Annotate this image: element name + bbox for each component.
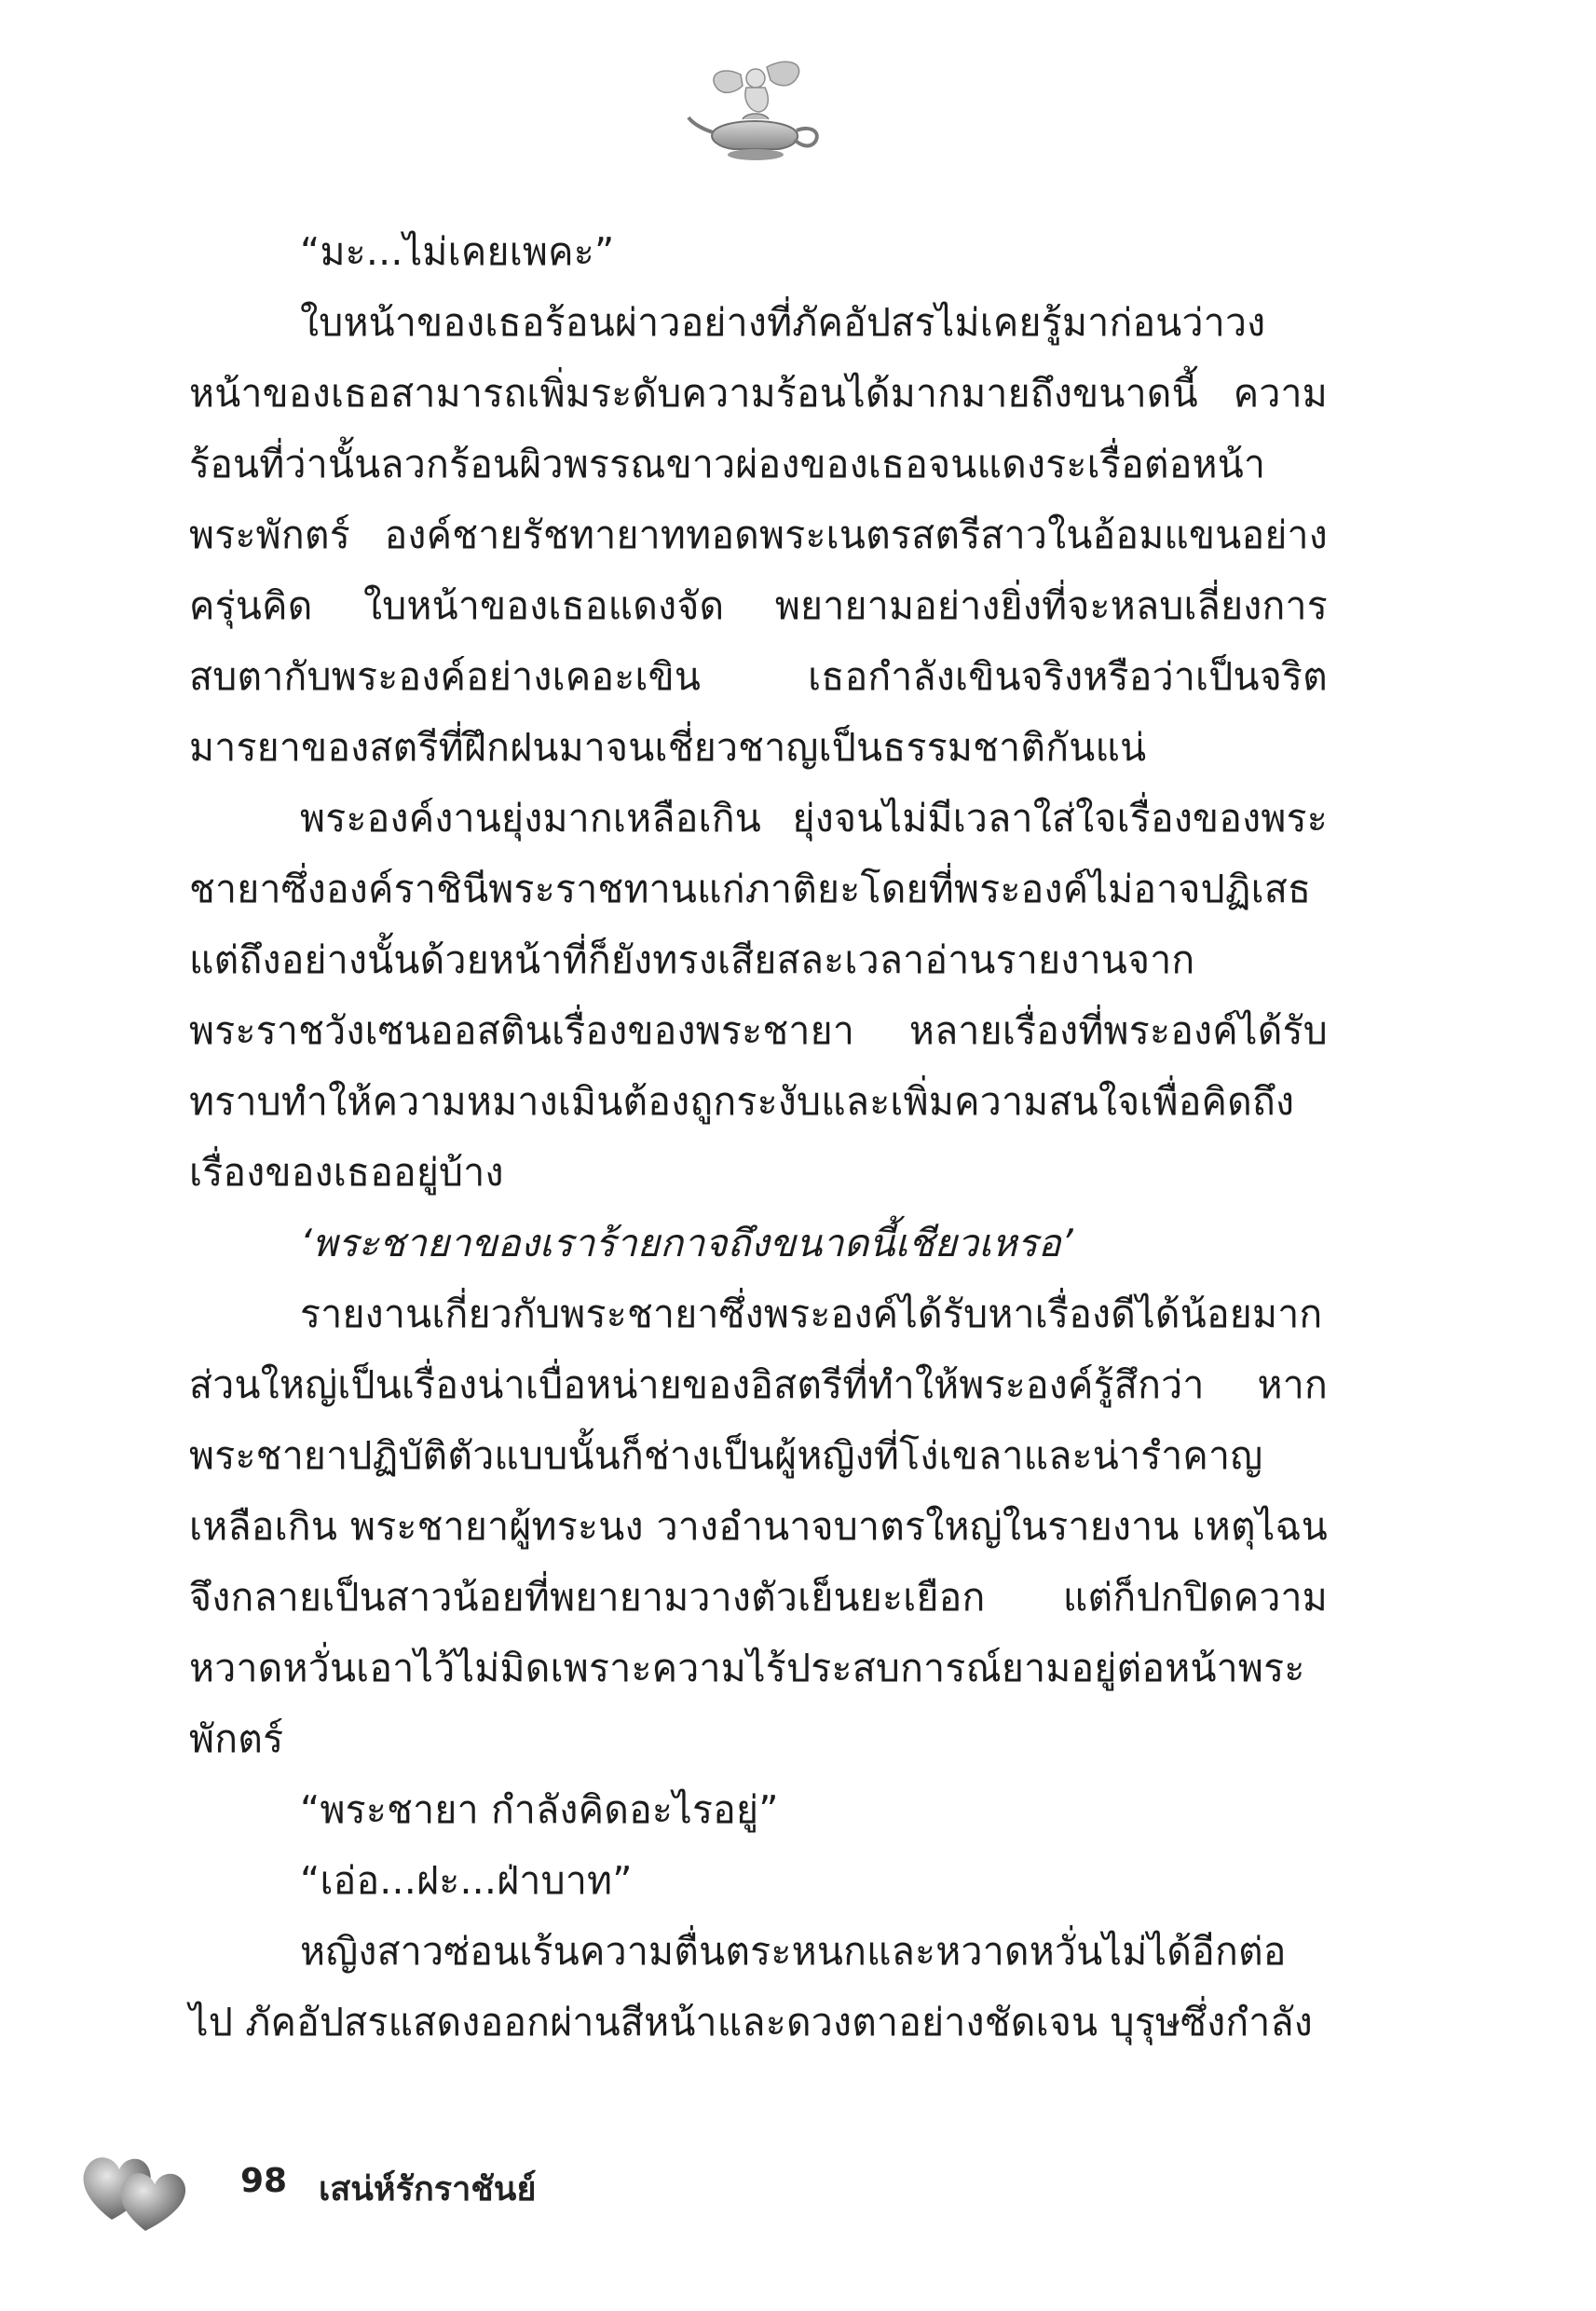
- paragraph-2: ใบหน้าของเธอร้อนผ่าวอย่างที่ภัคอัปสรไม่เคยรู้มาก่อนว่าวงหน้าของเธอสามารถเพิ่มระดับความร้อนได้มากมายถึงขนาดนี้ ความร้อนที่ว่านั้นลวกร้อนผิวพรรณขาวผ่องของเธอจนแดงระเรื่อต่อหน้าพระพักตร์ องค์ชายรัชทายาททอดพระเนตรสตรีสาวในอ้อมแขนอย่างครุ่นคิด ใบหน้าของเธอแดงจัด พยายามอย่างยิ่งที่จะหลบเลี่ยงการสบตากับพระองค์อย่างเคอะเขิน เธอกำลังเขินจริงหรือว่าเป็นจริตมารยาของสตรีที่ฝึกฝนมาจนเชี่ยวชาญเป็นธรรมชาติกันแน่: [189, 300, 1328, 770]
- paragraph-7: “เอ่อ...ฝะ...ฝ่าบาท”: [300, 1858, 633, 1903]
- paragraph-6: “พระชายา กำลังคิดอะไรอยู่”: [300, 1787, 779, 1832]
- paragraph-4: ‘พระชายาของเราร้ายกาจถึงขนาดนี้เชียวเหรอ’: [300, 1221, 1074, 1265]
- book-title: เสน่ห์รักราชันย์: [319, 2170, 537, 2208]
- cupid-lamp-icon: [685, 58, 825, 171]
- page-footer: [75, 2134, 727, 2236]
- paragraph-8: หญิงสาวซ่อนเร้นความตื่นตระหนกและหวาดหวั่นไม่ได้อีกต่อไป ภัคอัปสรแสดงออกผ่านสีหน้าและดวงตาอย่างชัดเจน บุรุษซึ่งกำลัง: [189, 1929, 1314, 2044]
- page-number: 98: [240, 2162, 288, 2200]
- paragraph-5: รายงานเกี่ยวกับพระชายาซึ่งพระองค์ได้รับหาเรื่องดีได้น้อยมาก ส่วนใหญ่เป็นเรื่องน่าเบื่อหน่ายของอิสตรีที่ทำให้พระองค์รู้สึกว่า หากพระชายาปฏิบัติตัวแบบนั้นก็ช่างเป็นผู้หญิงที่โง่เขลาและน่ารำคาญเหลือเกิน พระชายาผู้ทระนง วางอำนาจบาตรใหญ่ในรายงาน เหตุไฉนจึงกลายเป็นสาวน้อยที่พยายามวางตัวเย็นยะเยือก แต่ก็ปกปิดความหวาดหวั่นเอาไว้ไม่มิดเพราะความไร้ประสบการณ์ยามอยู่ต่อหน้าพระพักตร์: [189, 1292, 1328, 1761]
- paragraph-1: “มะ...ไม่เคยเพคะ”: [300, 229, 615, 274]
- hearts-icon: [75, 2134, 205, 2236]
- paragraph-3: พระองค์งานยุ่งมากเหลือเกิน ยุ่งจนไม่มีเวลาใส่ใจเรื่องของพระชายาซึ่งองค์ราชินีพระราชทานแก่ภาติยะโดยที่พระองค์ไม่อาจปฏิเสธ แต่ถึงอย่างนั้นด้วยหน้าที่ก็ยังทรงเสียสละเวลาอ่านรายงานจากพระราชวังเซนออสตินเรื่องของพระชายา หลายเรื่องที่พระองค์ได้รับทราบทำให้ความหมางเมินต้องถูกระงับและเพิ่มความสนใจเพื่อคิดถึงเรื่องของเธออยู่บ้าง: [189, 796, 1328, 1195]
- body-text: [189, 216, 1328, 2058]
